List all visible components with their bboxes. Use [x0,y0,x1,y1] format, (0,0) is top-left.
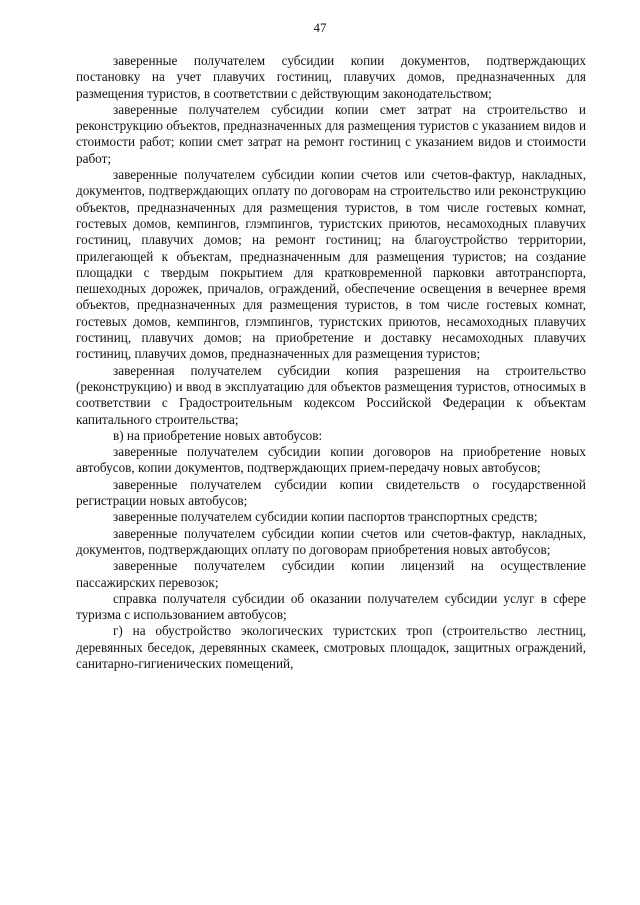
paragraph-bus-invoices: заверенные получателем субсидии копии счетов или счетов-фактур, накладных, документов, подтверждающих оплату по договорам приобретения новых автобусов; [76,525,586,557]
paragraph-docs-registration-floating-hotels: заверенные получателем субсидии копии документов, подтверждающих постановку на учет плавучих гостиниц, плавучих домов, предназначенных для размещения туристов, в соответствии с действующим законодательством; [76,53,586,101]
paragraph-vehicle-passports: заверенные получателем субсидии копии паспортов транспортных средств; [113,509,538,525]
paragraph-section-b-buses: в) на приобретение новых автобусов: [113,427,323,443]
paragraph-bus-purchase-contracts: заверенные получателем субсидии копии договоров на приобретение новых автобусов, копии документов, подтверждающих прием-передачу новых автобусов; [76,444,586,476]
paragraph-construction-permit: заверенная получателем субсидии копия разрешения на строительство (реконструкцию) и ввод в эксплуатацию для объектов размещения туристов, относимых в соответствии с Градостроительным кодексом Российской Федерации к объектам капитального строительства; [76,362,586,427]
document-body [76,53,586,672]
paragraph-transport-licenses: заверенные получателем субсидии копии лицензий на осуществление пассажирских перевозок; [76,558,586,590]
page-number: 47 [313,20,327,35]
paragraph-bus-registration-certificates: заверенные получателем субсидии копии свидетельств о государственной регистрации новых автобусов; [76,476,586,509]
paragraph-invoices-construction: заверенные получателем субсидии копии счетов или счетов-фактур, накладных, документов, подтверждающих оплату по договорам на строительство или реконструкцию объектов, предназначенных для размещения туристов, в том числе гостевых комнат, гостевых домов, кемпингов, глэмпингов, туристских приютов, несамоходных плавучих гостиниц, плавучих домов; на ремонт гостиниц; на благоустройство территории, прилегающей к объектам, предназначенным для размещения туристов; на создание площадки с твердым покрытием для кратковременной парковки автотранспорта, пешеходных дорожек, причалов, ограждений, обеспечение освещения в вечернее время объектов, предназначенных для размещения туристов, в том числе гостевых комнат, гостевых домов, кемпингов, глэмпингов, туристских приютов, несамоходных плавучих гостиниц, плавучих домов; на приобретение и доставку несамоходных плавучих гостиниц, плавучих домов, предназначенных для размещения туристов; [76,167,586,362]
paragraph-cost-estimates: заверенные получателем субсидии копии смет затрат на строительство и реконструкцию объектов, предназначенных для размещения туристов с указанием видов и стоимости работ; копии смет затрат на ремонт гостиниц с указанием видов и стоимости работ; [76,101,586,166]
paragraph-tourism-services-certificate: справка получателя субсидии об оказании получателем субсидии услуг в сфере туризма с использованием автобусов; [76,590,586,623]
paragraph-section-g-eco-trails: г) на обустройство экологических туристских троп (строительство лестниц, деревянных беседок, деревянных скамеек, смотровых площадок, защитных ограждений, санитарно-гигиенических помещений, [76,623,586,671]
